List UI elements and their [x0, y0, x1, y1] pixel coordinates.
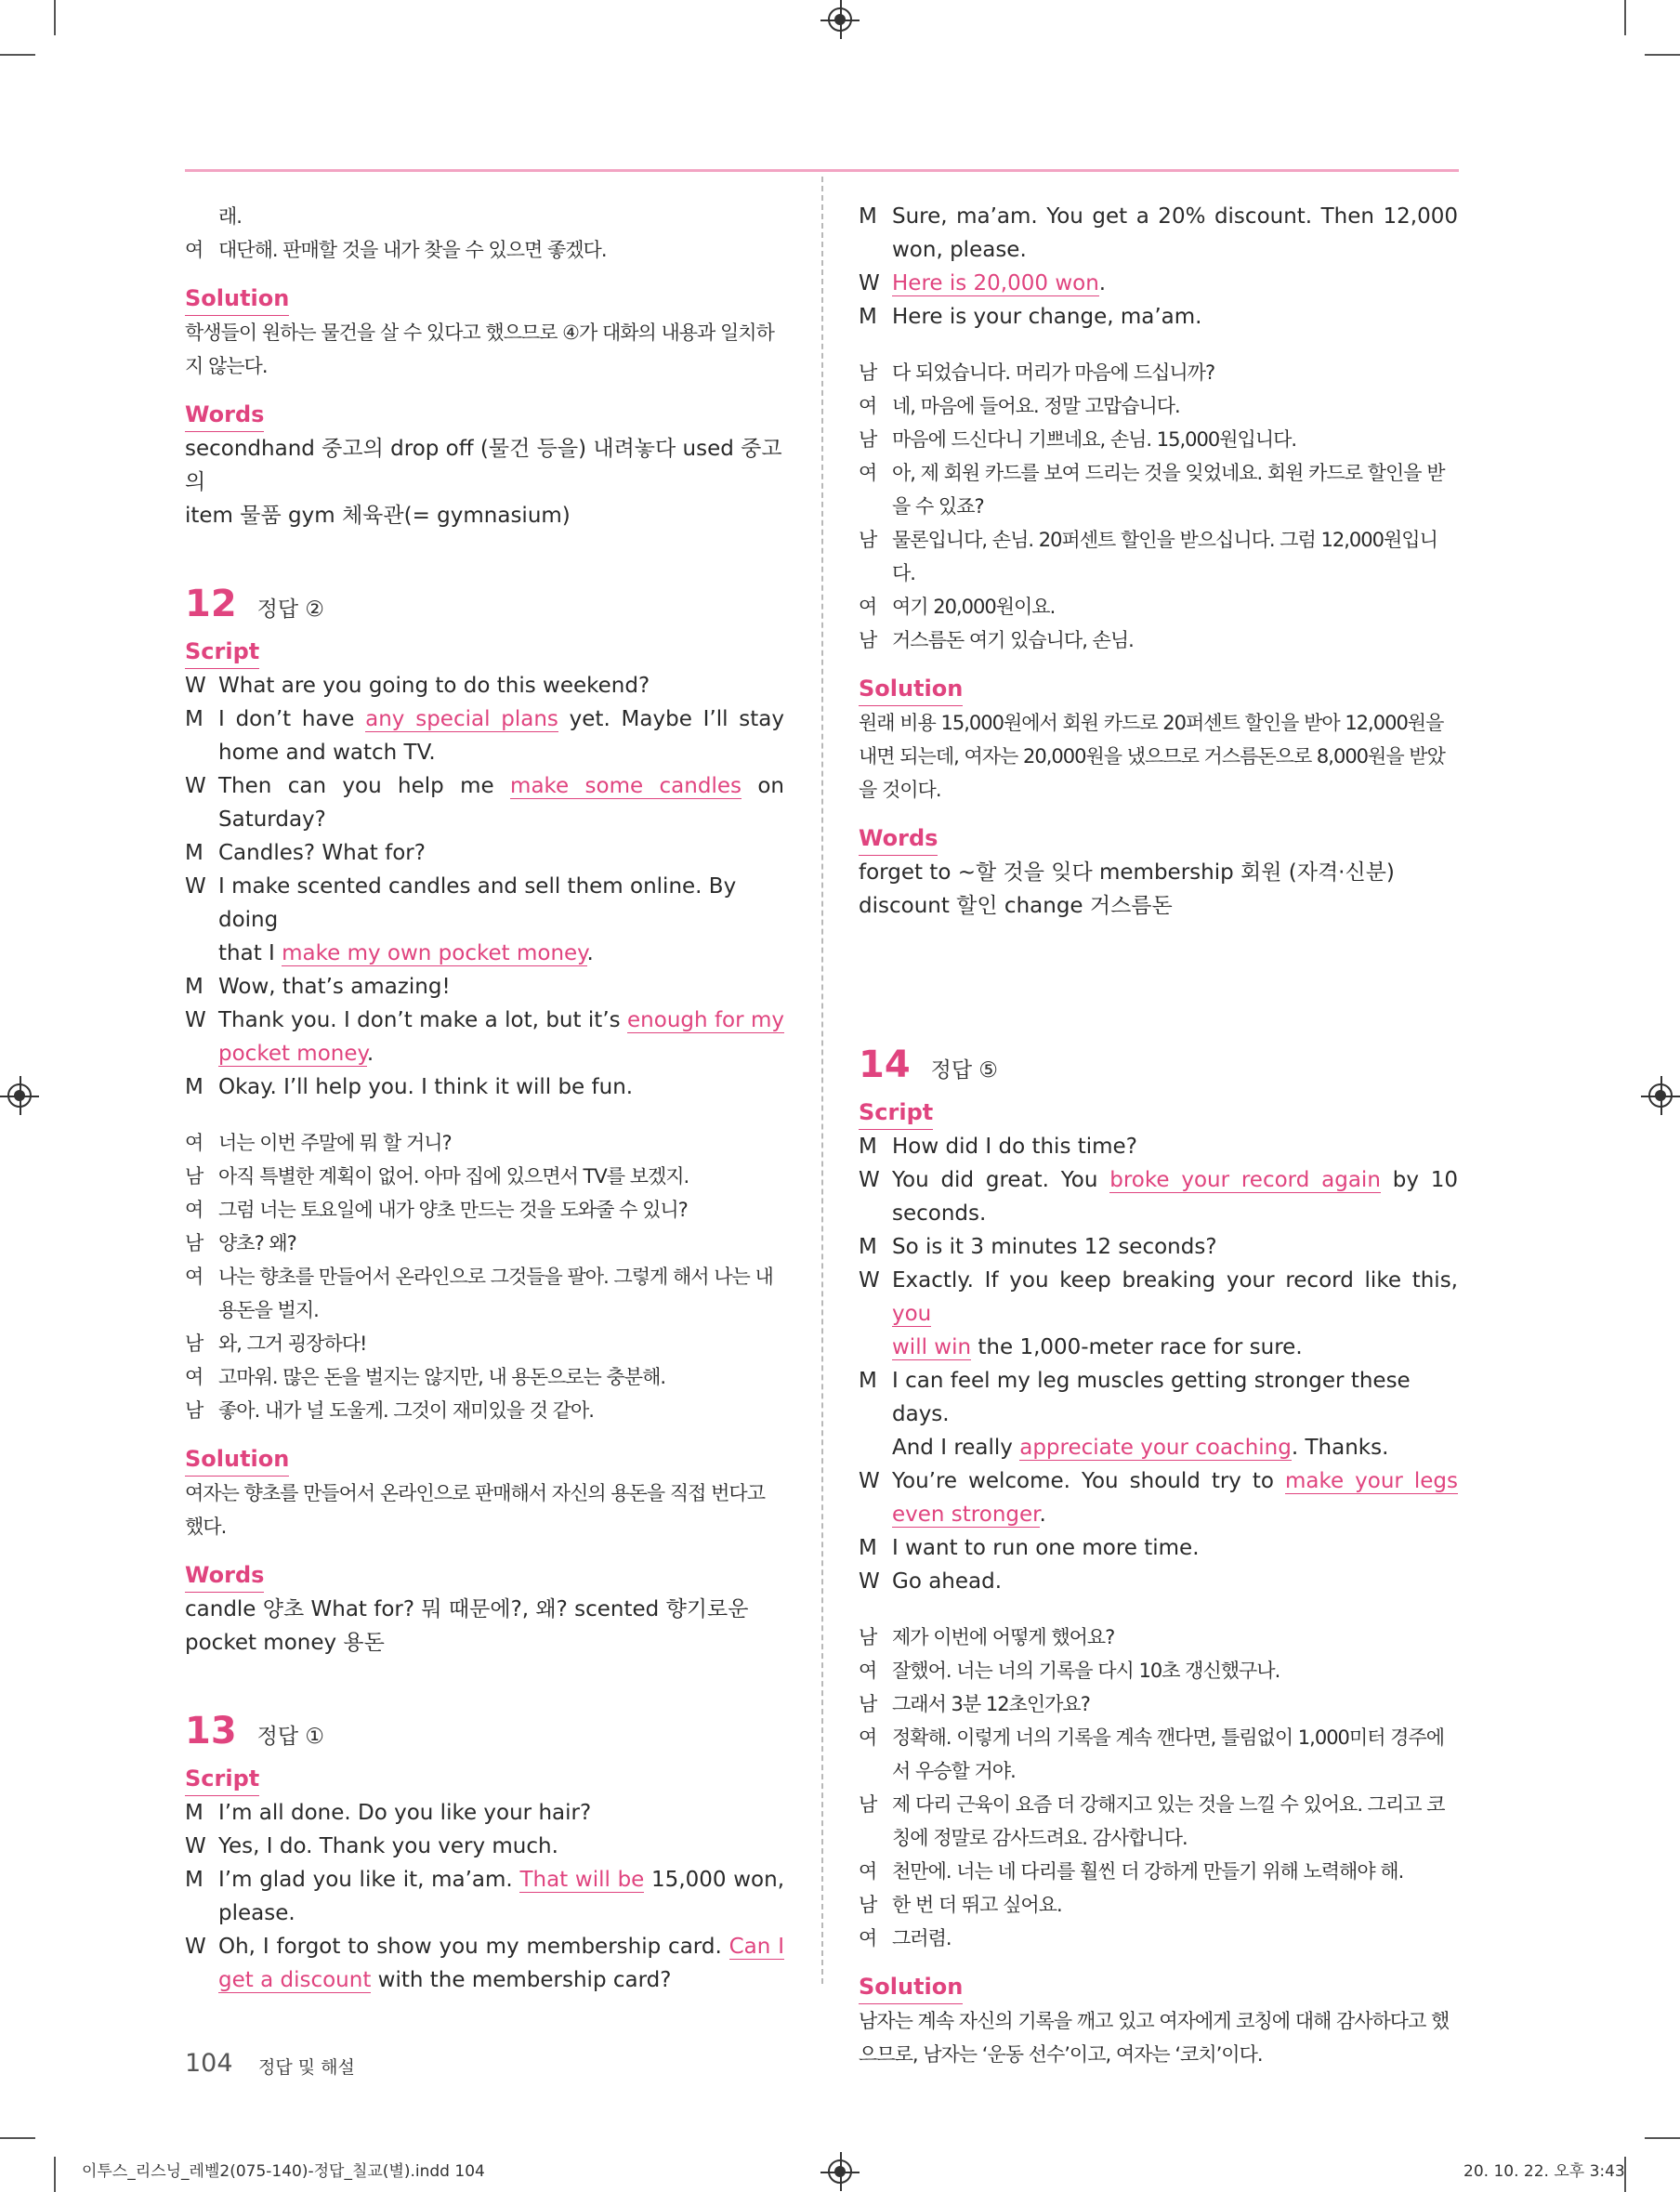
answer-blank: even stronger	[892, 1503, 1040, 1527]
registration-mark-icon	[828, 7, 852, 32]
answer-blank: will win	[892, 1335, 972, 1359]
script-line: W I make scented candles and sell them online. By doing	[185, 874, 737, 932]
crop-mark	[54, 2157, 56, 2192]
script-line: And I really appreciate your coaching. Thanks.	[892, 1436, 1389, 1460]
words-line: candle 양초 What for? 뭐 때문에?, 왜? scented 향기로운	[185, 1597, 749, 1621]
solution-text: 여자는 향초를 만들어서 온라인으로 판매해서 자신의 용돈을 직접 번다고 했다.	[185, 1482, 765, 1538]
korean-line: 남 좋아. 내가 널 도울게. 그것이 재미있을 것 같아.	[185, 1399, 594, 1422]
answer-blank: any special plans	[365, 707, 558, 731]
script-line: M Sure, ma’am. You get a 20% discount. Then 12,000	[859, 204, 1458, 229]
korean-line: 여 고마워. 많은 돈을 벌지는 않지만, 내 용돈으로는 충분해.	[185, 1366, 666, 1388]
korean-line: 서 우승할 거야.	[892, 1760, 1016, 1782]
solution-text: 학생들이 원하는 물건을 살 수 있다고 했으므로 ④가 대화의 내용과 일치하지 않는다.	[185, 322, 774, 377]
column-divider	[821, 177, 823, 1984]
script-line: get a discount with the membership card?	[218, 1968, 672, 1992]
script-line: W You did great. You broke your record again by 10	[859, 1168, 1459, 1192]
korean-line: 남 한 번 더 뛰고 싶어요.	[859, 1894, 1062, 1916]
solution-label: Solution	[859, 672, 963, 706]
script-line: W Thank you. I don’t make a lot, but it’s enough for my	[185, 1008, 784, 1032]
crop-mark	[1645, 2137, 1680, 2139]
script-line: M I’m glad you like it, ma’am. That will be 15,000 won,	[185, 1868, 785, 1892]
script-line: W What are you going to do this weekend?	[185, 674, 650, 698]
solution-text: 원래 비용 15,000원에서 회원 카드로 20퍼센트 할인을 받아 12,000원을 내면 되는데, 여자는 20,000원을 냈으므로 거스름돈으로 8,000원을 받았을 것이다.	[859, 712, 1445, 801]
script-line: W Oh, I forgot to show you my membership card. Can I	[185, 1935, 784, 1959]
korean-line: 여 너는 이번 주말에 뭐 할 거니?	[185, 1132, 452, 1154]
answer-blank: make my own pocket money	[282, 941, 587, 965]
korean-line: 여 여기 20,000원이요.	[859, 596, 1056, 618]
words-label: Words	[185, 1558, 264, 1593]
script-line: home and watch TV.	[218, 741, 436, 765]
words-label: Words	[859, 821, 938, 856]
answer-blank: enough for my	[627, 1008, 784, 1032]
question-header	[185, 581, 784, 627]
answer-blank: make some candles	[510, 774, 742, 798]
korean-line: 여 대단해. 판매할 것을 내가 찾을 수 있으면 좋겠다.	[185, 239, 607, 261]
header-rule	[185, 169, 1459, 172]
script-line: won, please.	[892, 238, 1027, 262]
korean-line: 여 잘했어. 너는 너의 기록을 다시 10초 갱신했구나.	[859, 1660, 1280, 1682]
answer-blank: appreciate your coaching	[1019, 1436, 1292, 1460]
words-line: forget to ~할 것을 잊다 membership 회원 (자격·신분)	[859, 860, 1395, 885]
script-line: will win the 1,000-meter race for sure.	[892, 1335, 1303, 1359]
question-header	[185, 1708, 784, 1754]
korean-line: 남 제 다리 근육이 요즘 더 강해지고 있는 것을 느낄 수 있어요. 그리고 코	[859, 1793, 1445, 1816]
right-column	[859, 200, 1458, 2071]
korean-line: 여 천만에. 너는 네 다리를 훨씬 더 강하게 만들기 위해 노력해야 해.	[859, 1860, 1404, 1883]
korean-line: 여 아, 제 회원 카드를 보여 드리는 것을 잊었네요. 회원 카드로 할인을 받	[859, 462, 1445, 484]
script-line: even stronger.	[892, 1503, 1046, 1527]
korean-line: 여 네, 마음에 들어요. 정말 고맙습니다.	[859, 395, 1180, 417]
korean-line: 여 나는 향초를 만들어서 온라인으로 그것들을 팔아. 그렇게 해서 나는 내	[185, 1266, 773, 1288]
script-label: Script	[859, 1096, 933, 1130]
answer-blank: That will be	[519, 1868, 645, 1892]
words-line: discount 할인 change 거스름돈	[859, 894, 1173, 918]
solution-label: Solution	[185, 282, 289, 316]
script-line: M I’m all done. Do you like your hair?	[185, 1801, 592, 1825]
script-line: pocket money.	[218, 1042, 374, 1066]
answer-blank: make your legs	[1285, 1469, 1458, 1493]
script-line: W Exactly. If you keep breaking your record like this, you	[859, 1268, 1458, 1326]
words-line: pocket money 용돈	[185, 1631, 385, 1655]
script-line: please.	[218, 1901, 295, 1925]
korean-line: 남 와, 그거 굉장하다!	[185, 1332, 367, 1355]
korean-line: 남 제가 이번에 어떻게 했어요?	[859, 1626, 1115, 1648]
script-line: that I make my own pocket money.	[218, 941, 594, 965]
script-line: M Here is your change, ma’am.	[859, 305, 1202, 329]
question-number: 14	[859, 1043, 911, 1086]
page-number: 104	[185, 2049, 233, 2078]
script-line: M Okay. I’ll help you. I think it will be fun.	[185, 1075, 634, 1099]
file-name: 이투스_리스닝_레벨2(075-140)-정답_칠교(별).indd 104	[82, 2162, 485, 2181]
solution-text: 남자는 계속 자신의 기록을 깨고 있고 여자에게 코칭에 대해 감사하다고 했으므로, 남자는 ‘운동 선수’이고, 여자는 ‘코치’이다.	[859, 2010, 1450, 2066]
registration-mark-icon	[828, 2159, 852, 2184]
timestamp: 20. 10. 22. 오후 3:43	[1463, 2162, 1625, 2181]
answer-blank: get a discount	[218, 1968, 372, 1992]
answer-text: 정답 ②	[256, 597, 325, 622]
registration-mark-icon	[7, 1083, 32, 1108]
script-line: M So is it 3 minutes 12 seconds?	[859, 1235, 1217, 1259]
answer-blank: Can I	[728, 1935, 784, 1959]
crop-mark	[1624, 0, 1626, 35]
registration-mark-icon	[1648, 1083, 1673, 1108]
script-line: M I want to run one more time.	[859, 1536, 1200, 1560]
korean-line: 남 그래서 3분 12초인가요?	[859, 1693, 1090, 1715]
script-line: W Go ahead.	[859, 1569, 1003, 1594]
answer-text: 정답 ⑤	[930, 1058, 999, 1083]
answer-blank: Here is 20,000 won	[892, 271, 1099, 295]
words-label: Words	[185, 398, 264, 432]
answer-blank: pocket money	[218, 1042, 367, 1066]
korean-line: 여 그럼 너는 토요일에 내가 양초 만드는 것을 도와줄 수 있니?	[185, 1199, 688, 1221]
solution-label: Solution	[859, 1970, 963, 2004]
section-label: 정답 및 해설	[258, 2057, 355, 2078]
script-line: seconds.	[892, 1201, 987, 1226]
words-line: secondhand 중고의 drop off (물건 등을) 내려놓다 used 중고의	[185, 437, 782, 494]
script-line: Saturday?	[218, 807, 326, 832]
left-column	[185, 200, 784, 1997]
script-label: Script	[185, 635, 259, 669]
script-line: M I don’t have any special plans yet. Maybe I’ll stay	[185, 707, 784, 731]
crop-mark	[54, 0, 56, 35]
script-label: Script	[185, 1762, 259, 1796]
korean-line: 칭에 정말로 감사드려요. 감사합니다.	[892, 1827, 1188, 1849]
korean-line: 남 거스름돈 여기 있습니다, 손님.	[859, 629, 1134, 651]
script-line: M Wow, that’s amazing!	[185, 975, 451, 999]
korean-line: 남 다 되었습니다. 머리가 마음에 드십니까?	[859, 361, 1215, 384]
question-number: 13	[185, 1710, 237, 1752]
script-line: M I can feel my leg muscles getting stronger these days.	[859, 1369, 1411, 1426]
korean-line: 을 수 있죠?	[892, 495, 984, 518]
script-line: M How did I do this time?	[859, 1135, 1137, 1159]
script-line: W Then can you help me make some candles on	[185, 774, 784, 798]
script-line: W You’re welcome. You should try to make your legs	[859, 1469, 1458, 1493]
question-header	[859, 1042, 1458, 1088]
answer-blank: you	[892, 1302, 932, 1326]
script-line: M Candles? What for?	[185, 841, 426, 865]
crop-mark	[0, 2137, 35, 2139]
korean-line: 래.	[218, 205, 242, 228]
korean-line: 남 양초? 왜?	[185, 1232, 296, 1254]
korean-line: 남 마음에 드신다니 기쁘네요, 손님. 15,000원입니다.	[859, 428, 1297, 451]
crop-mark	[1645, 54, 1680, 56]
korean-line: 용돈을 벌지.	[218, 1299, 319, 1321]
question-number: 12	[185, 583, 237, 625]
script-line: W Here is 20,000 won.	[859, 271, 1107, 295]
answer-blank: broke your record again	[1109, 1168, 1381, 1192]
script-line: W Yes, I do. Thank you very much.	[185, 1834, 558, 1858]
korean-line: 남 물론입니다, 손님. 20퍼센트 할인을 받으십니다. 그럼 12,000원입니다.	[859, 529, 1437, 584]
korean-line: 남 아직 특별한 계획이 없어. 아마 집에 있으면서 TV를 보겠지.	[185, 1165, 689, 1188]
answer-text: 정답 ①	[256, 1725, 325, 1749]
korean-line: 여 정확해. 이렇게 너의 기록을 계속 깬다면, 틀림없이 1,000미터 경주에	[859, 1726, 1445, 1749]
korean-line: 여 그러렴.	[859, 1927, 952, 1949]
words-line: item 물품 gym 체육관(= gymnasium)	[185, 504, 571, 528]
solution-label: Solution	[185, 1442, 289, 1477]
crop-mark	[0, 54, 35, 56]
